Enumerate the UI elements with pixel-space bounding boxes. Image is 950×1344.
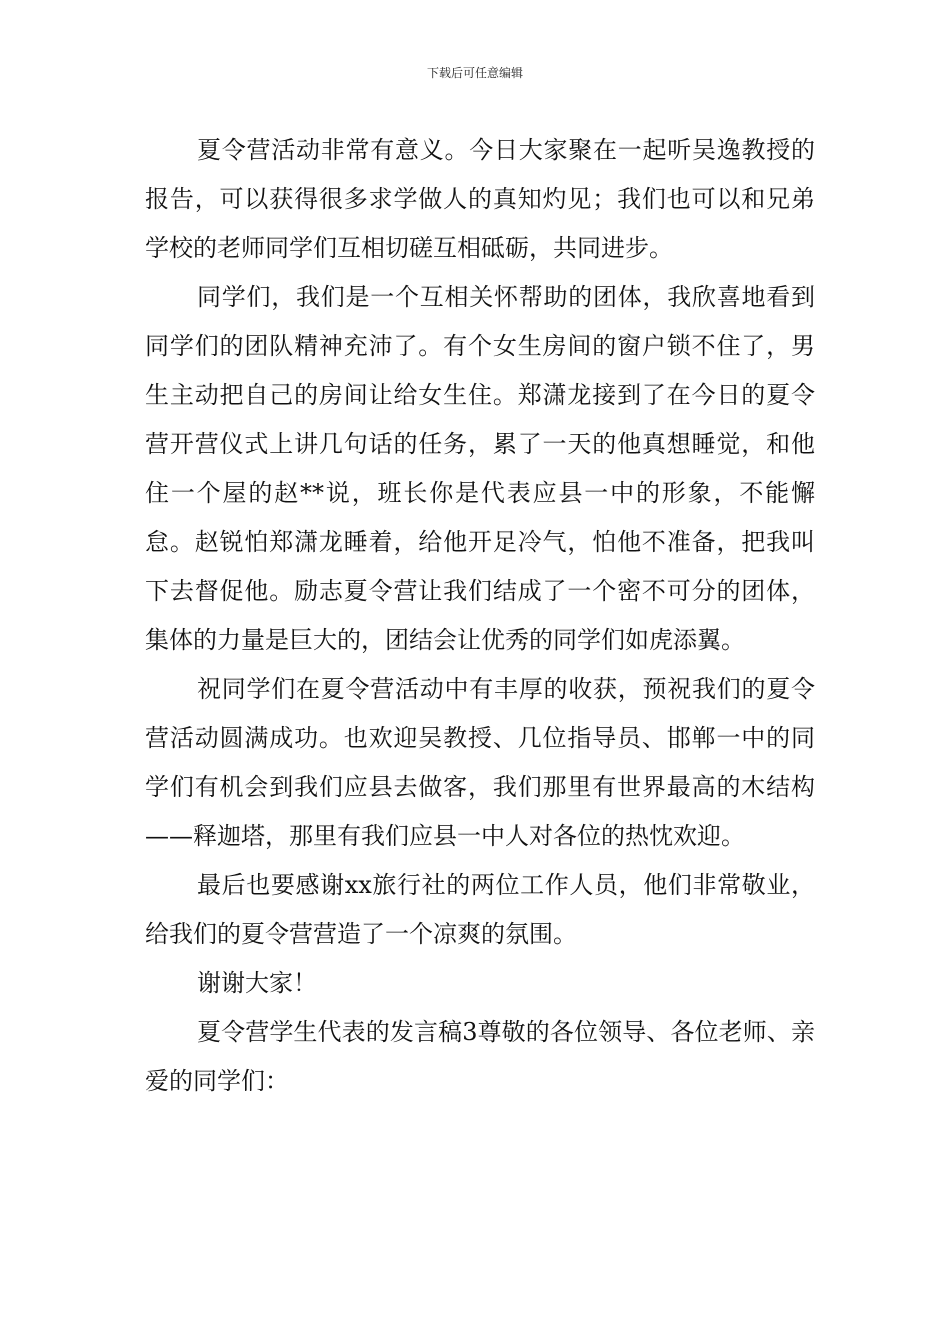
document-body xyxy=(145,126,815,1106)
paragraph-team-spirit: 同学们，我们是一个互相关怀帮助的团体，我欣喜地看到同学们的团队精神充沛了。有个女生房间的窗户锁不住了，男生主动把自己的房间让给女生住。郑潇龙接到了在今日的夏令营开营仪式上讲几句话的任务，累了一天的他真想睡觉，和他住一个屋的赵**说，班长你是代表应县一中的形象，不能懈怠。赵锐怕郑潇龙睡着，给他开足冷气，怕他不准备，把我叫下去督促他。励志夏令营让我们结成了一个密不可分的团体，集体的力量是巨大的，团结会让优秀的同学们如虎添翼。 xyxy=(145,283,815,654)
paragraph-wishes: 祝同学们在夏令营活动中有丰厚的收获，预祝我们的夏令营活动圆满成功。也欢迎吴教授、几位指导员、邯郸一中的同学们有机会到我们应县去做客，我们那里有世界最高的木结构——释迦塔，那里有我们应县一中人对各位的热忱欢迎。 xyxy=(145,675,815,850)
paragraph-thanks-travel-agency: 最后也要感谢xx旅行社的两位工作人员，他们非常敬业，给我们的夏令营营造了一个凉爽的氛围。 xyxy=(145,871,815,948)
paragraph-thank-you: 谢谢大家！ xyxy=(197,969,317,997)
page-header: 下载后可任意编辑 xyxy=(426,66,523,80)
paragraph-activity-meaning: 夏令营活动非常有意义。今日大家聚在一起听吴逸教授的报告，可以获得很多求学做人的真知灼见；我们也可以和兄弟学校的老师同学们互相切磋互相砥砺，共同进步。 xyxy=(145,136,815,262)
paragraph-next-speech-title: 夏令营学生代表的发言稿3尊敬的各位领导、各位老师、亲爱的同学们： xyxy=(145,1018,815,1095)
